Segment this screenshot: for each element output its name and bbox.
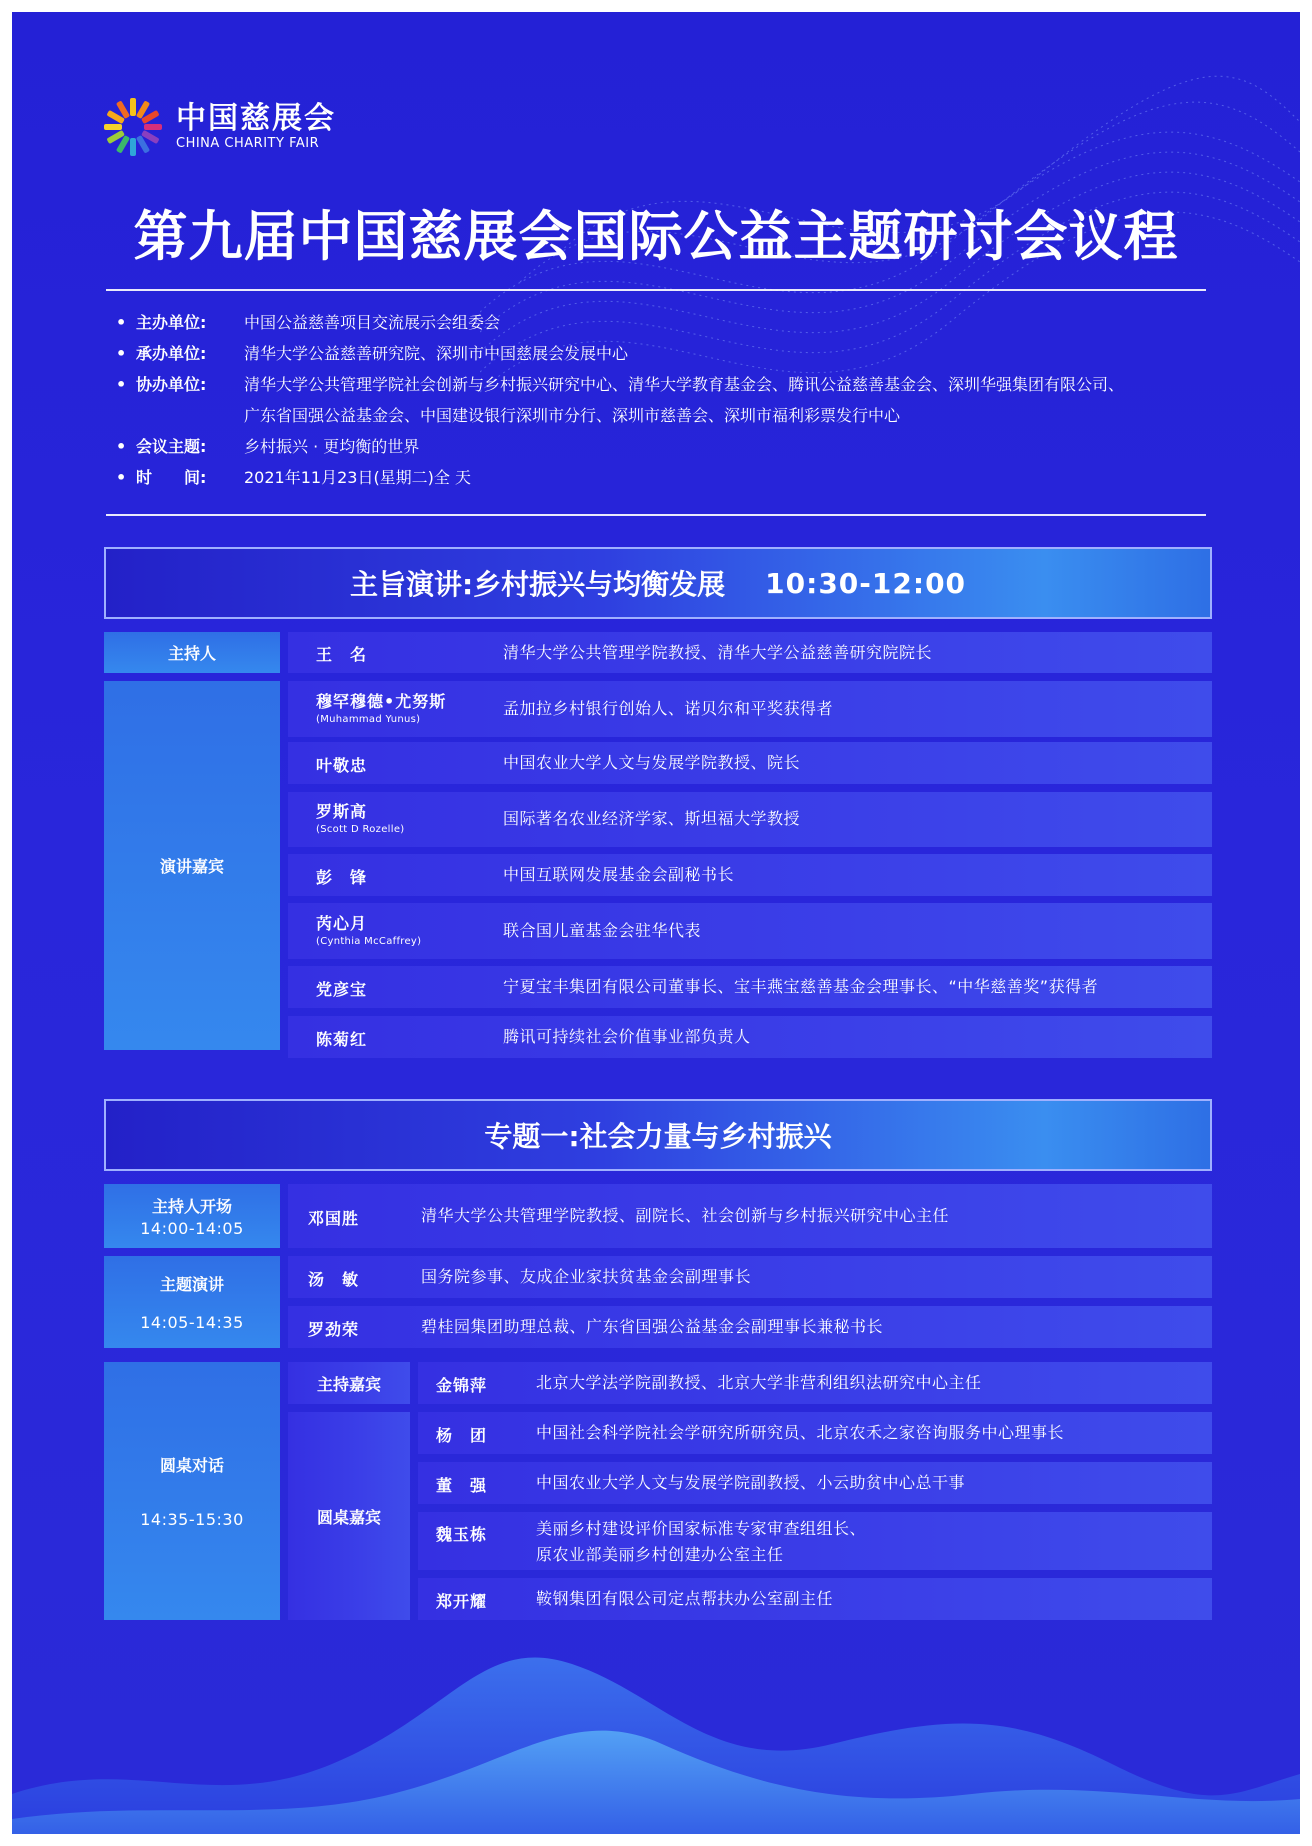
roundtable-host-label: 主持嘉宾 [288,1362,410,1404]
divider [106,289,1206,291]
keynote-header [104,547,1212,619]
page-title: 第九届中国慈展会国际公益主题研讨会议程 [133,205,1179,268]
roundtable-guest-row: 魏玉栋 美丽乡村建设评价国家标准专家审查组组长、 原农业部美丽乡村创建办公室主任 [418,1512,1212,1570]
speaker-row: 彭 锋 中国互联网发展基金会副秘书长 [288,854,1212,896]
host-row [288,632,1212,673]
speaker-row: 穆罕穆德•尤努斯 (Muhammad Yunus) 孟加拉乡村银行创始人、诺贝尔和平奖获得者 [288,681,1212,737]
host-name: 王 名 [316,645,368,664]
divider [106,514,1206,516]
speech-row: 汤 敏 国务院参事、友成企业家扶贫基金会副理事长 [288,1256,1212,1298]
speaker-row: 芮心月 (Cynthia McCaffrey) 联合国儿童基金会驻华代表 [288,903,1212,959]
topic1-header [104,1099,1212,1171]
roundtable-host-row: 金锦萍 北京大学法学院副教授、北京大学非营利组织法研究中心主任 [418,1362,1212,1404]
decorative-waves [12,1594,1300,1834]
info-row-co-organizer: • 协办单位: 清华大学公共管理学院社会创新与乡村振兴研究中心、清华大学教育基金会、腾讯公益慈善基金会、深圳华强集团有限公司、 广东省国强公益基金会、中国建设银行深圳市分行、深圳市慈善会、深圳市福利彩票发行中心 [116,369,1216,431]
info-row-host-org: • 主办单位: 中国公益慈善项目交流展示会组委会 [116,307,1216,338]
event-info [116,307,1216,493]
host-label: 主持人 [104,632,280,673]
logo-name-en: CHINA CHARITY FAIR [176,136,320,151]
keynote-time: 10:30-12:00 [765,566,967,600]
roundtable-label: 圆桌对话 14:35-15:30 [104,1362,280,1620]
roundtable-guest-row: 杨 团 中国社会科学院社会学研究所研究员、北京农禾之家咨询服务中心理事长 [418,1412,1212,1454]
agenda-poster [12,12,1300,1834]
info-row-organizer: • 承办单位: 清华大学公益慈善研究院、深圳市中国慈展会发展中心 [116,338,1216,369]
speech-row: 罗劲荣 碧桂园集团助理总裁、广东省国强公益基金会副理事长兼秘书长 [288,1306,1212,1348]
logo [102,96,336,158]
roundtable-guest-row: 郑开耀 鞍钢集团有限公司定点帮扶办公室副主任 [418,1578,1212,1620]
speaker-row: 党彦宝 宁夏宝丰集团有限公司董事长、宝丰燕宝慈善基金会理事长、“中华慈善奖”获得者 [288,966,1212,1008]
opening-row: 邓国胜 清华大学公共管理学院教授、副院长、社会创新与乡村振兴研究中心主任 [288,1184,1212,1248]
speaker-row: 陈菊红 腾讯可持续社会价值事业部负责人 [288,1016,1212,1058]
keynote-title: 主旨演讲:乡村振兴与均衡发展 [349,568,726,601]
speech-label: 主题演讲 14:05-14:35 [104,1256,280,1348]
info-row-theme: • 会议主题: 乡村振兴 · 更均衡的世界 [116,431,1216,462]
roundtable-guests-label: 圆桌嘉宾 [288,1412,410,1620]
roundtable-guest-row: 董 强 中国农业大学人文与发展学院副教授、小云助贫中心总干事 [418,1462,1212,1504]
topic1-title: 专题一:社会力量与乡村振兴 [484,1120,832,1153]
logo-name-cn: 中国慈展会 [176,101,336,136]
info-row-time: • 时 间: 2021年11月23日(星期二)全 天 [116,462,1216,493]
speakers-label: 演讲嘉宾 [104,681,280,1050]
sunburst-logo-icon [102,96,164,158]
opening-label: 主持人开场 14:00-14:05 [104,1184,280,1248]
speaker-row: 罗斯高 (Scott D Rozelle) 国际著名农业经济学家、斯坦福大学教授 [288,792,1212,847]
host-desc: 清华大学公共管理学院教授、清华大学公益慈善研究院院长 [503,643,933,662]
speaker-row: 叶敬忠 中国农业大学人文与发展学院教授、院长 [288,742,1212,784]
